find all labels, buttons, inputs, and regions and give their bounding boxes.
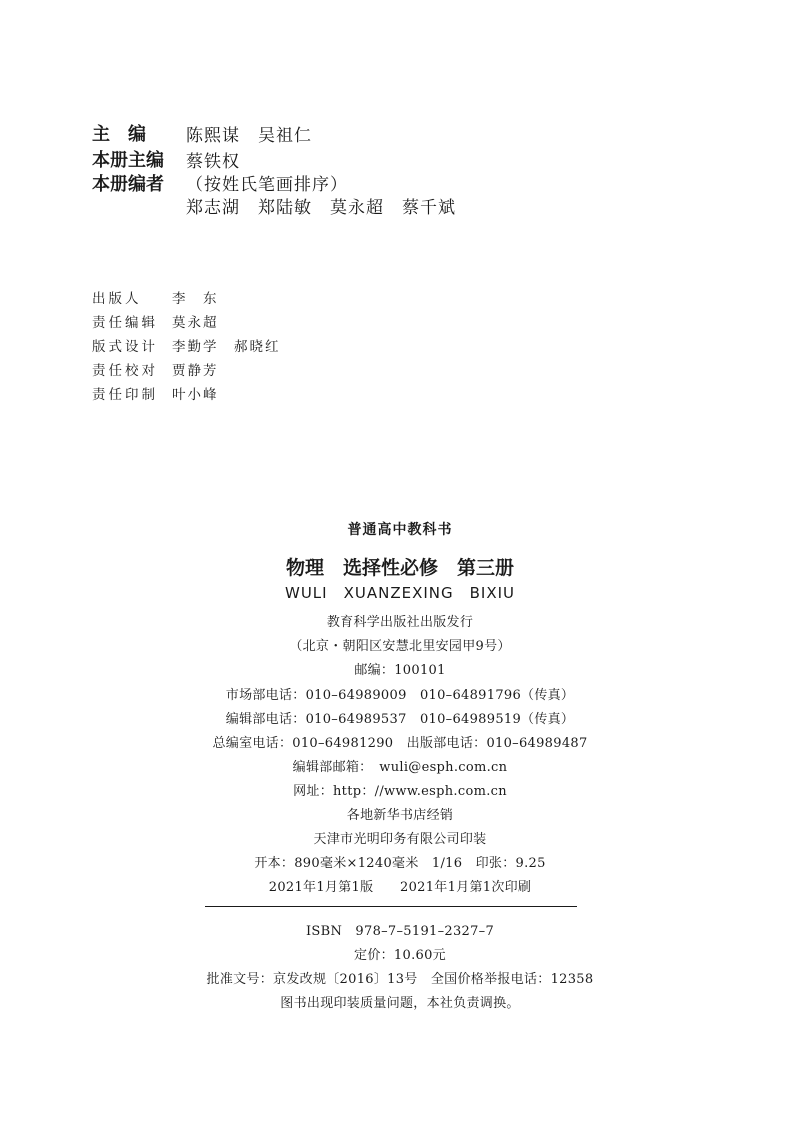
editorial-phone: 编辑部电话：010–64989537 010–64989519（传真）	[225, 712, 575, 727]
approval-number: 批准文号：京发改规〔2016〕13号 全国价格举报电话：12358	[206, 972, 594, 987]
website: 网址：http：//www.esph.com.cn	[293, 784, 507, 799]
chief-editor-label: 主 编	[92, 124, 146, 145]
publisher-person-value: 李 东	[172, 291, 219, 307]
chief-editor-value: 陈熙谋 吴祖仁	[186, 126, 312, 146]
market-phone: 市场部电话：010–64989009 010–64891796（传真）	[225, 688, 575, 703]
publisher-address: （北京・朝阳区安慧北里安园甲9号）	[289, 639, 511, 654]
isbn: ISBN 978–7–5191–2327–7	[305, 924, 495, 939]
proofreader-label: 责任校对	[92, 363, 158, 379]
publisher-person-label: 出版人	[92, 291, 142, 307]
distributor: 各地新华书店经销	[346, 808, 454, 823]
responsible-editor-label: 责任编辑	[92, 315, 158, 331]
print-manager-label: 责任印制	[92, 387, 158, 403]
responsible-editor-value: 莫永超	[172, 315, 219, 331]
volume-authors-names: 郑志湖 郑陆敏 莫永超 蔡千斌	[186, 198, 456, 218]
series-title: 普通高中教科书	[347, 522, 453, 538]
editorial-email: 编辑部邮箱： wuli@esph.com.cn	[292, 760, 508, 775]
print-manager-value: 叶小峰	[172, 387, 219, 403]
format: 开本：890毫米×1240毫米 1/16 印张：9.25	[254, 856, 546, 871]
volume-editor-label: 本册主编	[92, 150, 164, 171]
layout-design-value: 李勤学 郝晓红	[172, 339, 281, 355]
office-phone: 总编室电话：010–64981290 出版部电话：010–64989487	[212, 736, 588, 751]
book-title: 物理 选择性必修 第三册	[285, 557, 514, 579]
price: 定价：10.60元	[354, 948, 446, 963]
layout-design-label: 版式设计	[92, 339, 158, 355]
edition: 2021年1月第1版 2021年1月第1次印刷	[268, 880, 532, 895]
volume-authors-label: 本册编者	[92, 174, 164, 195]
printer: 天津市光明印务有限公司印装	[313, 832, 487, 847]
postcode: 邮编：100101	[354, 663, 446, 678]
quality-notice: 图书出现印装质量问题，本社负责调换。	[280, 996, 520, 1011]
separator-line	[205, 906, 577, 907]
volume-editor-value: 蔡铁权	[186, 152, 240, 172]
proofreader-value: 贾静芳	[172, 363, 219, 379]
book-pinyin: WULI XUANZEXING BIXIU	[284, 584, 516, 602]
volume-authors-note: （按姓氏笔画排序）	[186, 175, 348, 195]
publisher: 教育科学出版社出版发行	[326, 615, 474, 630]
